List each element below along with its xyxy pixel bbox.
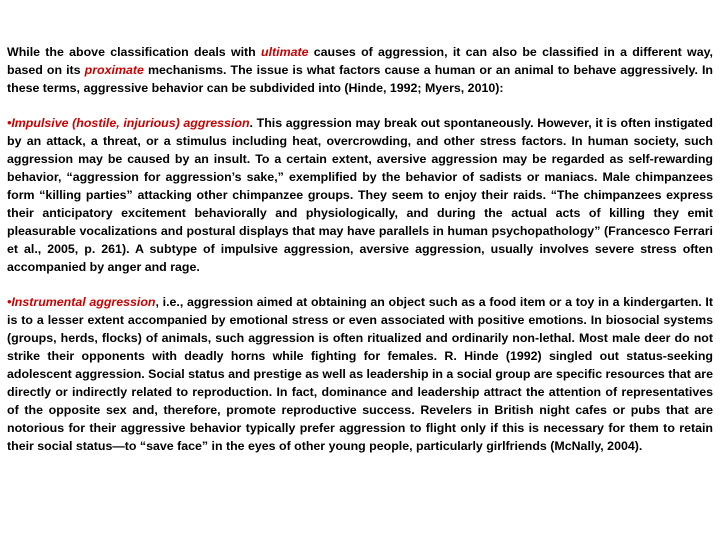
bullet-impulsive: •	[7, 116, 12, 130]
bullet-instrumental: •	[7, 295, 12, 309]
keyword-ultimate: ultimate	[261, 45, 309, 59]
intro-text-1: While the above classification deals with	[7, 45, 261, 59]
instrumental-paragraph	[7, 293, 713, 455]
intro-paragraph	[7, 43, 713, 97]
impulsive-paragraph	[7, 114, 713, 276]
instrumental-description: , i.e., aggression aimed at obtaining an object such as a food item or a toy in a kindergarten. It is to a lesser extent accompanied by emotional stress or even associated with positive emotions. In biosocial systems (groups, herds, flocks) of animals, such aggression is often ritualized and ordinarily non-lethal. Most male deer do not strike their opponents with deadly horns while fighting for females. R. Hinde (1992) singled out status-seeking adolescent aggression. Social status and prestige as well as leadership in a social group are specific resources that are directly or indirectly related to reproduction. In fact, dominance and leadership attract the attention of representatives of the opposite sex and, therefore, promote reproductive success. Revelers in British night cafes or pubs that are notorious for their aggressive behavior typically prefer aggression to flight only if this is necessary for them to retain their social status—to “save face” in the eyes of other young people, particularly girlfriends (McNally, 2004).	[7, 295, 714, 453]
intro-text-3: mechanisms. The issue is what factors cause a human or an animal to behave aggressively. In these terms, aggressive behavior can be subdivided into (Hinde, 1992; Myers, 2010):	[7, 63, 713, 95]
slide-text-body	[7, 43, 713, 472]
term-impulsive-aggression: Impulsive (hostile, injurious) aggression	[11, 116, 250, 130]
intro-text-2: causes of aggression, it can also be classified in a different way, based on its	[7, 45, 714, 77]
impulsive-description: . This aggression may break out spontaneously. However, it is often instigated by an attack, a threat, or a stimulus including heat, overcrowding, and other stress factors. In human society, such aggression may be caused by an insult. To a certain extent, aversive aggression may be regarded as self-rewarding behavior, “aggression for aggression’s sake,” exemplified by the behavior of sadists or maniacs. Male chimpanzees form “killing parties” attacking other chimpanzee groups. They seem to enjoy their raids. “The chimpanzees express their anticipatory excitement behaviorally and physiologically, and during the actual acts of killing they emit pleasurable vocalizations and postural displays that may have parallels in human psychopathology” (Francesco Ferrari et al., 2005, p. 261). A subtype of impulsive aggression, aversive aggression, usually involves severe stress often accompanied by anger and rage.	[7, 116, 713, 274]
term-instrumental-aggression: Instrumental aggression	[11, 295, 156, 309]
keyword-proximate: proximate	[84, 63, 144, 77]
